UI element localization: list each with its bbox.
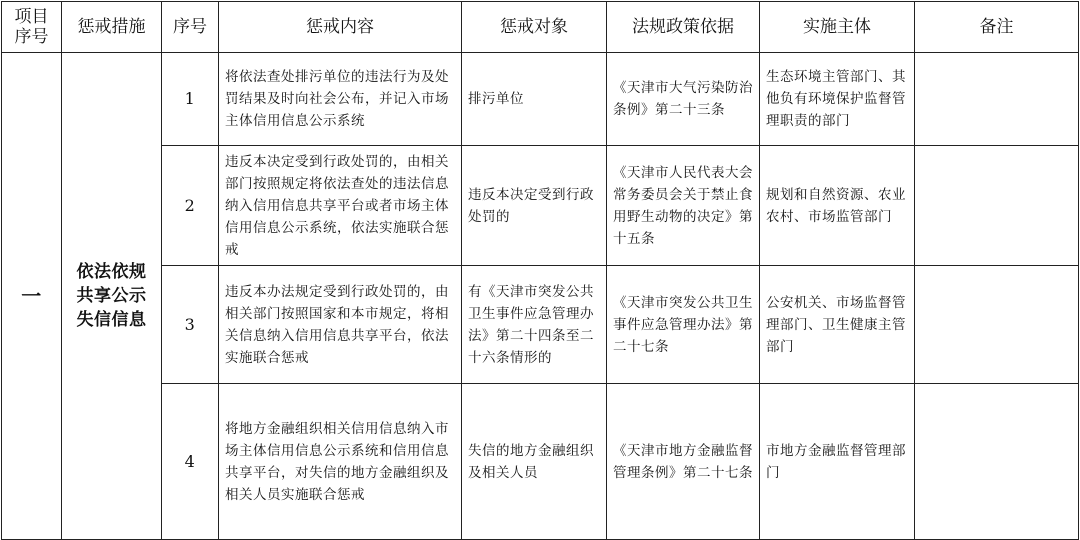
table-row (2, 266, 1079, 384)
row-content: 将依法查处排污单位的违法行为及处罚结果及时向社会公布，并记入市场主体信用信息公示系统 (219, 53, 462, 146)
row-seq: 4 (162, 384, 219, 540)
group-number: 一 (2, 53, 62, 540)
header-subject: 实施主体 (760, 2, 915, 53)
header-remark: 备注 (915, 2, 1079, 53)
table-row (2, 53, 1079, 146)
row-content: 将地方金融组织相关信用信息纳入市场主体信用信息公示系统和信用信息共享平台，对失信的地方金融组织及相关人员实施联合惩戒 (219, 384, 462, 540)
row-remark (915, 384, 1079, 540)
header-item-no: 项目序号 (2, 2, 62, 53)
row-seq: 1 (162, 53, 219, 146)
row-remark (915, 146, 1079, 266)
table-row (2, 146, 1079, 266)
row-basis: 《天津市地方金融监督管理条例》第二十七条 (607, 384, 760, 540)
header-measure: 惩戒措施 (62, 2, 162, 53)
row-content: 违反本决定受到行政处罚的，由相关部门按照规定将依法查处的违法信息纳入信用信息共享平台或者市场主体信用信息公示系统，依法实施联合惩戒 (219, 146, 462, 266)
punishment-table (1, 1, 1079, 540)
header-target: 惩戒对象 (462, 2, 607, 53)
row-basis: 《天津市大气污染防治条例》第二十三条 (607, 53, 760, 146)
table-row (2, 384, 1079, 540)
row-target: 有《天津市突发公共卫生事件应急管理办法》第二十四条至二十六条情形的 (462, 266, 607, 384)
header-seq: 序号 (162, 2, 219, 53)
row-target: 违反本决定受到行政处罚的 (462, 146, 607, 266)
row-target: 排污单位 (462, 53, 607, 146)
row-subject: 公安机关、市场监督管理部门、卫生健康主管部门 (760, 266, 915, 384)
row-basis: 《天津市人民代表大会常务委员会关于禁止食用野生动物的决定》第十五条 (607, 146, 760, 266)
row-remark (915, 266, 1079, 384)
group-measure: 依法依规共享公示失信信息 (62, 53, 162, 540)
row-remark (915, 53, 1079, 146)
row-content: 违反本办法规定受到行政处罚的，由相关部门按照国家和本市规定，将相关信息纳入信用信息共享平台，依法实施联合惩戒 (219, 266, 462, 384)
row-seq: 3 (162, 266, 219, 384)
row-subject: 生态环境主管部门、其他负有环境保护监督管理职责的部门 (760, 53, 915, 146)
row-target: 失信的地方金融组织及相关人员 (462, 384, 607, 540)
row-subject: 市地方金融监督管理部门 (760, 384, 915, 540)
header-row (2, 2, 1079, 53)
header-content: 惩戒内容 (219, 2, 462, 53)
row-basis: 《天津市突发公共卫生事件应急管理办法》第二十七条 (607, 266, 760, 384)
row-subject: 规划和自然资源、农业农村、市场监管部门 (760, 146, 915, 266)
header-basis: 法规政策依据 (607, 2, 760, 53)
row-seq: 2 (162, 146, 219, 266)
